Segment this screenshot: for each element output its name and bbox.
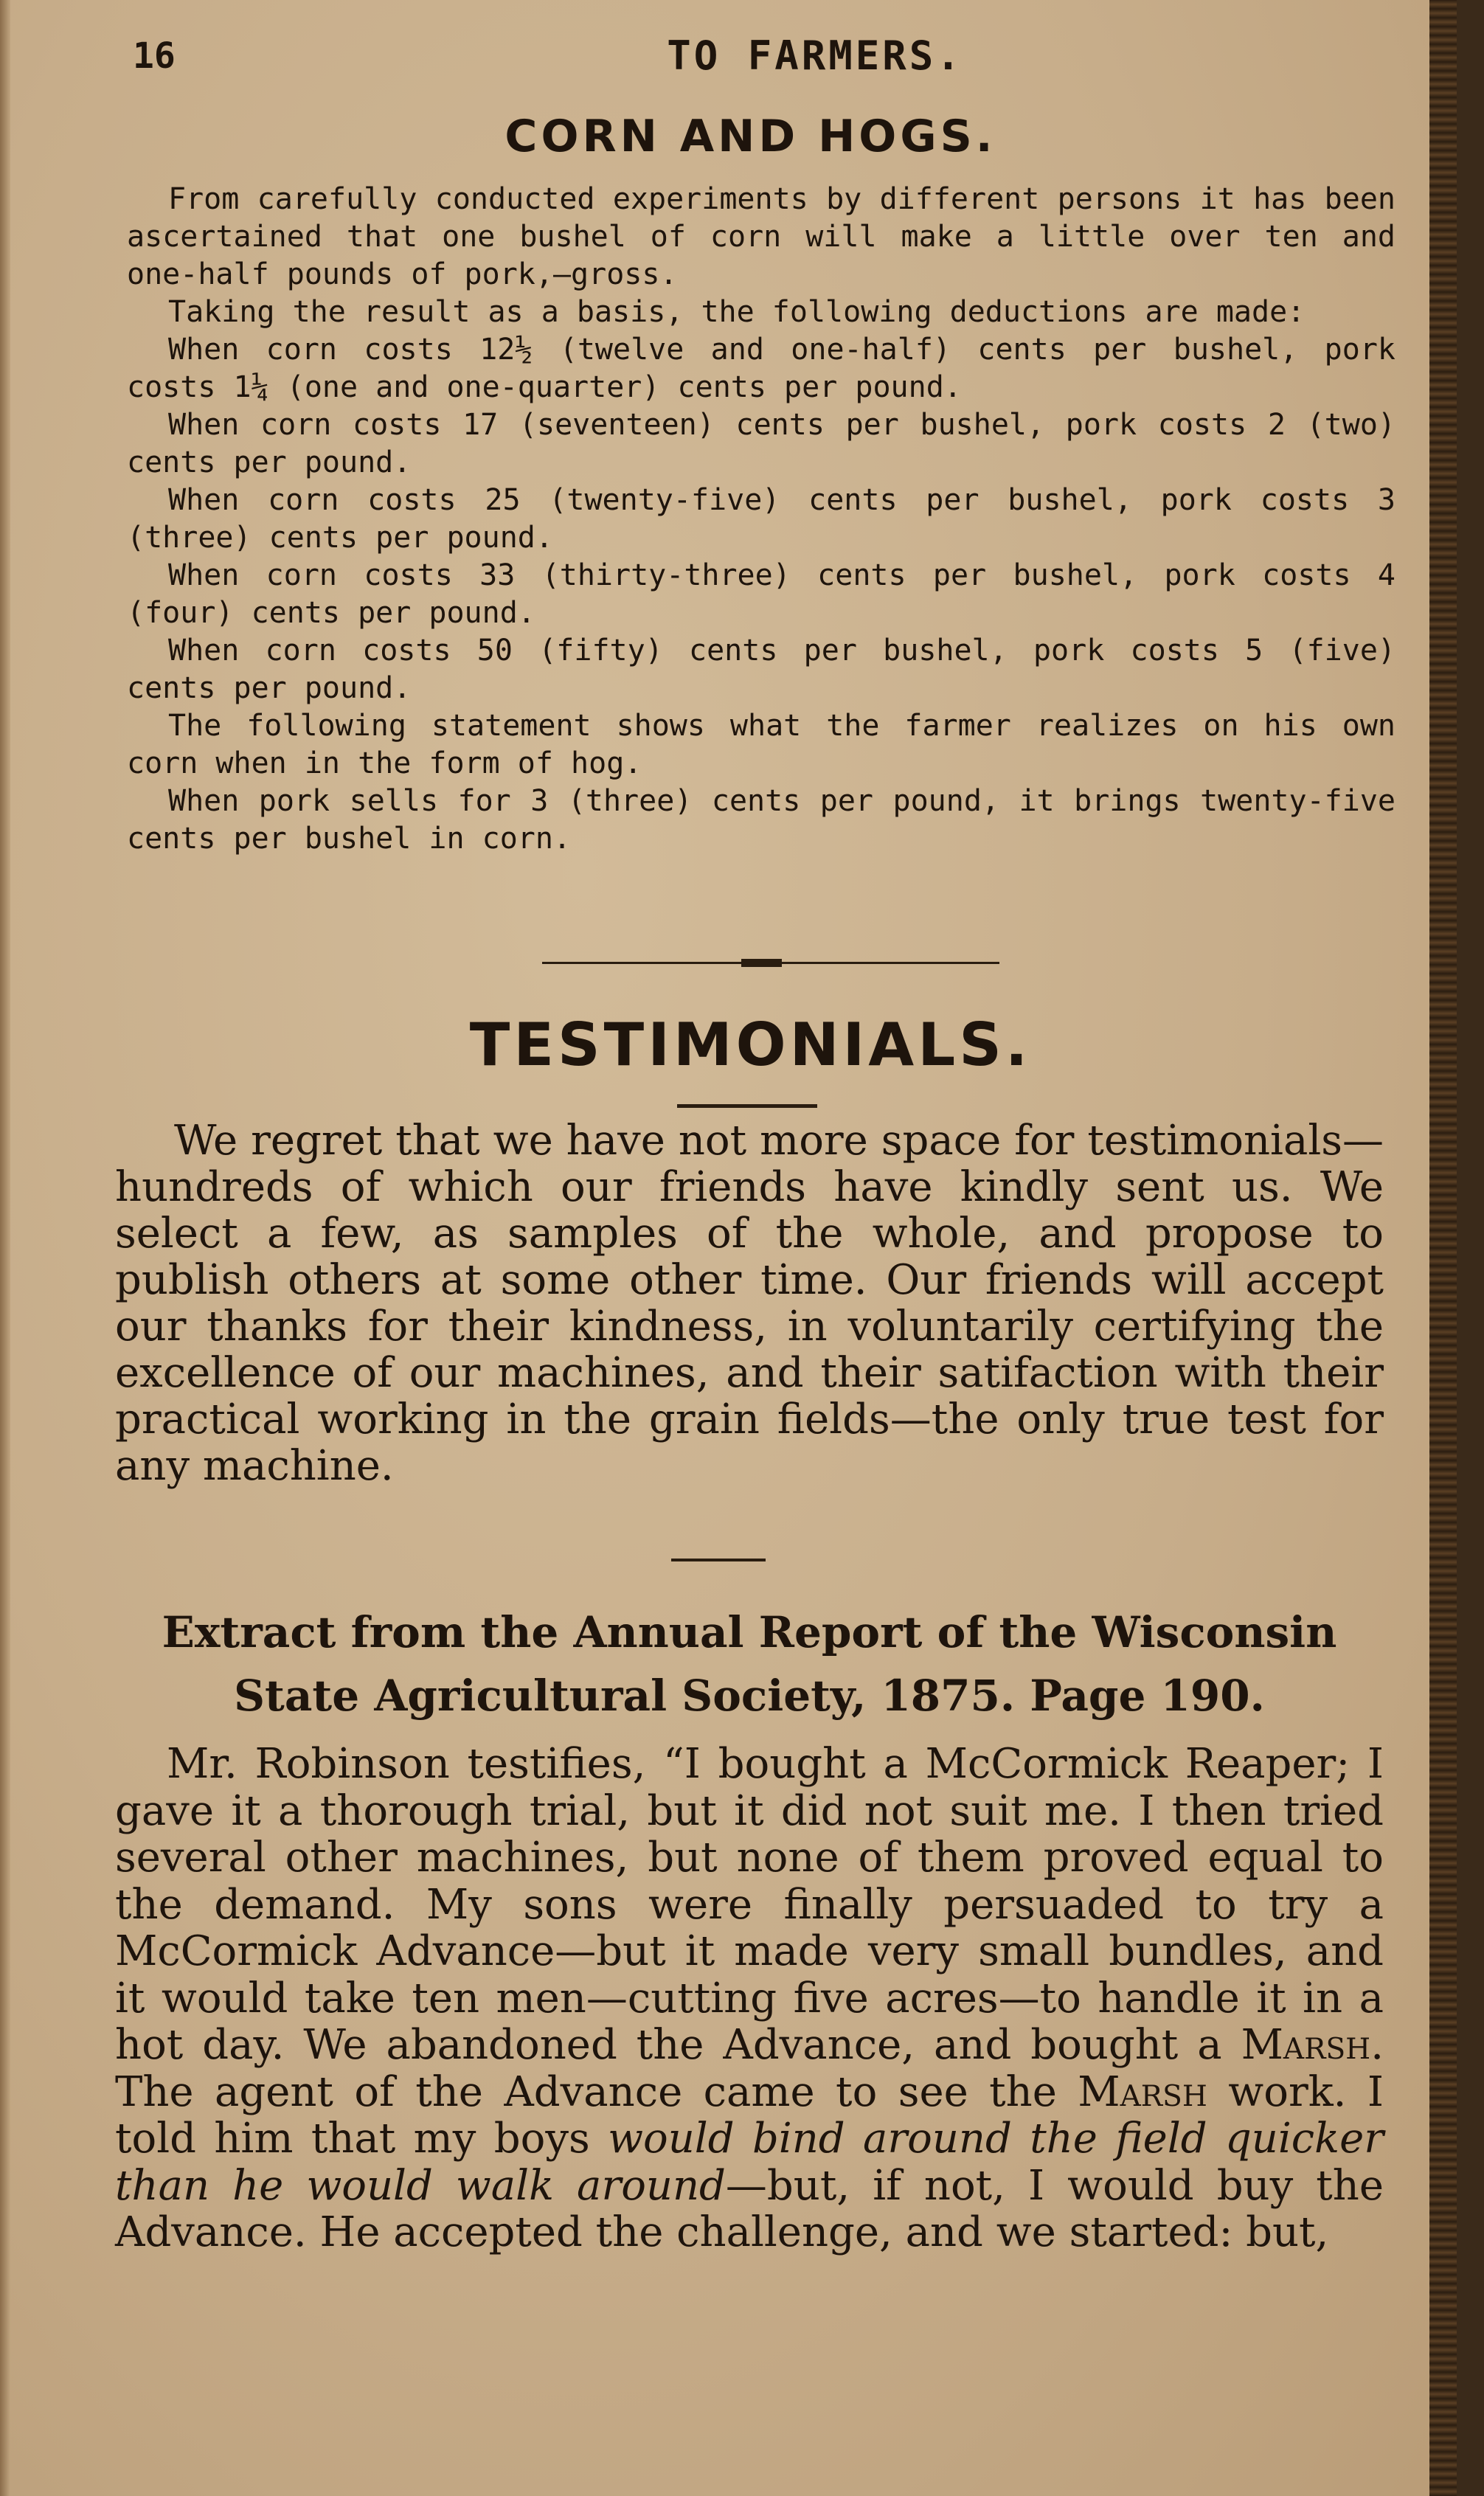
- testimony-text: work. I told him that my boys: [115, 2067, 1384, 2163]
- running-head: TO FARMERS.: [667, 32, 963, 79]
- corn-paragraph: The following statement shows what the farmer realizes on his own corn when in the form of hog.: [127, 709, 1395, 780]
- marsh-brand-name: Marsh: [1078, 2067, 1207, 2116]
- testimonials-paragraph: We regret that we have not more space for testimonials—hundreds of which our friends have kindly sent us. We select a few, as samples of the whole, and propose to publish others at some other time. Our friends will accept our thanks for their kindness, in voluntarily certifying the excellence of our machines, and their satifaction with their practical working in the grain fields—the only true test for any machine.: [115, 1117, 1384, 1490]
- testimony-text: —but, if not, I would buy the Advance. He accepted the challenge, and we started: but,: [115, 2161, 1384, 2256]
- section-divider: [542, 959, 999, 966]
- extract-heading-line: State Agricultural Society, 1875. Page 190.: [234, 1671, 1265, 1721]
- corn-paragraph: When corn costs 12½ (twelve and one-half) cents per bushel, pork costs 1¼ (one and one-quarter) cents per pound.: [127, 333, 1395, 404]
- testimony-emphasis: would bind around the field quicker than he would walk around: [115, 2115, 1384, 2210]
- corn-paragraph: Taking the result as a basis, the following deductions are made:: [168, 295, 1306, 329]
- testimonials-body: [115, 1117, 1384, 1489]
- testimony-text: Mr. Robinson testifies, “I bought a McCormick Reaper; I gave it a thorough trial, but it did not suit me. I then tried several other machines, but none of them proved equal to the demand. My sons were finally persuaded to try a McCormick Advance—but it made very small bundles, and it would take ten men—cutting five acres—to handle it in a hot day. We abandoned the Advance, and bought a: [115, 1740, 1384, 2069]
- page-right-edge: [1429, 0, 1457, 2496]
- page-number: 16: [133, 35, 176, 77]
- robinson-testimony: [115, 1741, 1384, 2256]
- corn-paragraph: When corn costs 17 (seventeen) cents per bushel, pork costs 2 (two) cents per pound.: [127, 408, 1395, 479]
- page-header: [125, 30, 1379, 89]
- corn-paragraph: When pork sells for 3 (three) cents per pound, it brings twenty-five cents per bushel in corn.: [127, 784, 1395, 856]
- corn-and-hogs-title: CORN AND HOGS.: [505, 111, 996, 162]
- extract-heading: [115, 1601, 1384, 1727]
- testimonials-title: TESTIMONIALS.: [469, 1010, 1032, 1079]
- testimonials-title-rule: [677, 1104, 817, 1108]
- corn-paragraph: When corn costs 25 (twenty-five) cents per bushel, pork costs 3 (three) cents per pound.: [127, 483, 1395, 555]
- divider-ornament-center: [741, 959, 782, 967]
- extract-heading-line: Extract from the Annual Report of the Wisconsin: [162, 1607, 1337, 1657]
- corn-paragraph: When corn costs 50 (fifty) cents per bushel, pork costs 5 (five) cents per pound.: [127, 634, 1395, 705]
- corn-paragraph: When corn costs 33 (thirty-three) cents per bushel, pork costs 4 (four) cents per pound.: [127, 558, 1395, 630]
- testimony-text: . The agent of the Advance came to see the: [115, 2021, 1384, 2116]
- corn-paragraph: From carefully conducted experiments by different persons it has been ascertained that one bushel of corn will make a little over ten and one-half pounds of pork,—gross.: [127, 182, 1395, 291]
- corn-and-hogs-body: [127, 181, 1395, 858]
- extract-separator-rule: [671, 1559, 766, 1561]
- page-left-edge: [0, 0, 10, 2496]
- marsh-brand-name: Marsh: [1241, 2021, 1371, 2069]
- robinson-paragraph: [115, 1741, 1384, 2256]
